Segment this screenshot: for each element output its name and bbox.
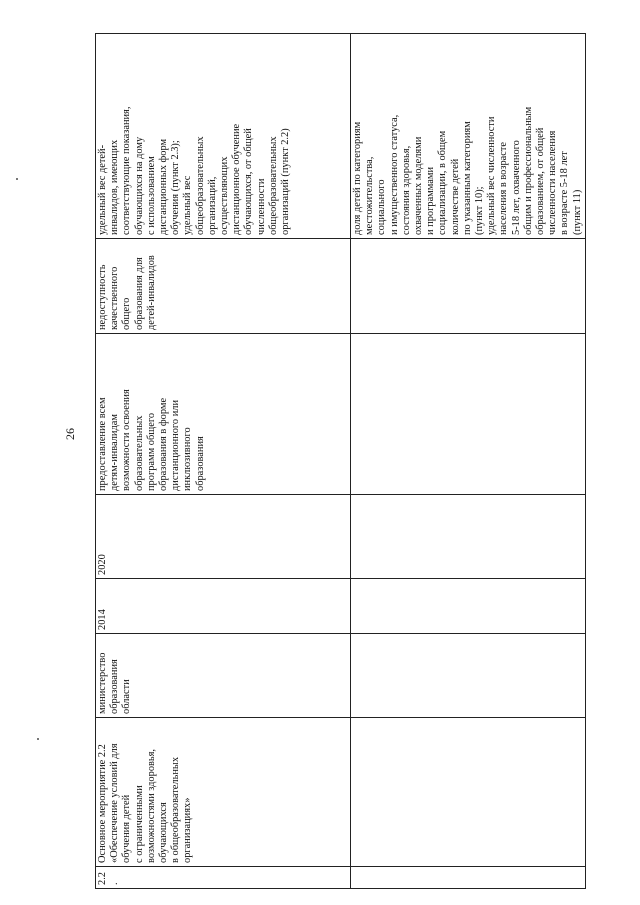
- table-row: [351, 34, 586, 889]
- cell-number: [351, 867, 586, 889]
- scan-speck: [16, 178, 18, 180]
- cell-responsible: [351, 634, 586, 718]
- scan-speck: [37, 738, 39, 740]
- program-table: [95, 33, 586, 889]
- page-number: 26: [63, 428, 77, 440]
- cell-end-year: [351, 495, 586, 579]
- table-row: [96, 34, 351, 889]
- cell-indicators: удельный вес детей- инвалидов, имеющих соответствующие показания, обучающихся на дому с использованием дистанционных форм обучения (пункт 2.3); удельный вес общеобразовательных организаций, осуществляющих дистанционное обучение обучающихся, от общей численности общеобразовательных организаций (пункт 2.2): [96, 34, 351, 239]
- cell-start-year: 2014: [96, 579, 351, 634]
- cell-indicators: доля детей по категориям местожительства, социального и имущественного статуса, состояния здоровья, охваченных моделями и программами социализации, в общем количестве детей по указанным категориям (пункт 10); удельный вес численности населения в возрасте 5-18 лет, охваченного общим и профессиональным образованием, от общей численности населения в возрасте 5-18 лет (пункт 11): [351, 34, 586, 239]
- cell-consequences: [351, 239, 586, 334]
- cell-activity-name: [351, 718, 586, 867]
- program-table-wrapper: [95, 34, 583, 889]
- cell-consequences: недоступность качественного общего образования для детей-инвалидов: [96, 239, 351, 334]
- cell-expected-result: [351, 334, 586, 495]
- cell-expected-result: предоставление всем детям-инвалидам возможности освоения образовательных программ общего образования в форме дистанционного или инклюзивного образования: [96, 334, 351, 495]
- cell-activity-name: Основное мероприятие 2.2 «Обеспечение условий для обучения детей с ограниченными возможностями здоровья, обучающихся в общеобразовательных организациях»: [96, 718, 351, 867]
- cell-end-year: 2020: [96, 495, 351, 579]
- cell-responsible: министерство образования области: [96, 634, 351, 718]
- cell-start-year: [351, 579, 586, 634]
- cell-number: 2.2.: [96, 867, 351, 889]
